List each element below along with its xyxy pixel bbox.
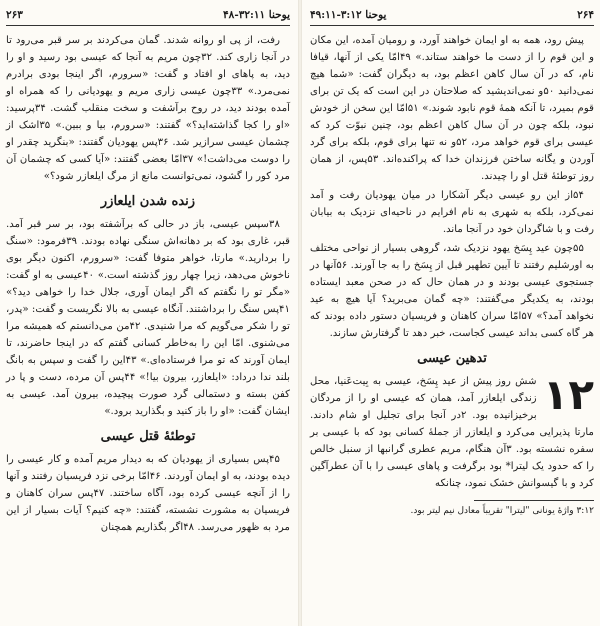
- verse-paragraph: رفت، از پی او روانه شدند. گمان می‌کردند بر سر قبر می‌رود تا در آنجا زاری کند. ۳۲چون مریم به آنجا که عیسی بود رسید و او را دید، به پاهای او افتاد و گفت: «سرورم، اگر اینجا بودی برادرم نمی‌مرد.» ۳۳چون عیسی زاری مریم و یهودیانی را که همراه او آمده بودند دید، در روح برآشفت و سخت منقلب گشت. ۳۴پرسید: «او را کجا گذاشته‌اید؟» گفتند: «سرورم، بیا و ببین.» ۳۵اشک از چشمان عیسی سرازیر شد. ۳۶پس یهودیان گفتند: «بنگرید چقدر او را دوست می‌داشت!» ۳۷امّا بعضی گفتند: «آیا کسی که چشمان آن مرد کور را گشود، نمی‌توانست مانع از مرگ ایلعازر شود؟»: [6, 35, 291, 182]
- section-heading: توطئهٔ قتل عیسی: [100, 429, 196, 444]
- page-left: [0, 0, 296, 626]
- page-gutter: [298, 0, 302, 626]
- footnote: ۳:۱۲ واژهٔ یونانی "لیترا" تقریباً معادل نیم لیتر بود.: [410, 506, 594, 516]
- verse-paragraph: ۵۴از این رو عیسی دیگر آشکارا در میان یهودیان رفت و آمد نمی‌کرد، بلکه به شهری به نام افرایم در ناحیه‌ای نزدیک به بیابان رفت و با شاگردان خود در آنجا ماند.: [310, 190, 594, 235]
- page-body-left: [6, 32, 290, 536]
- section-heading: زنده شدن ایلعازر: [100, 194, 196, 209]
- page-header-right: [310, 8, 594, 26]
- chapter-number: ۱۲: [542, 370, 594, 419]
- page-header-left: [6, 8, 290, 26]
- verse-paragraph: ۳۸سپس عیسی، باز در حالی که برآشفته بود، بر سر قبر آمد. قبر، غاری بود که بر دهانه‌اش سنگی نهاده بودند. ۳۹فرمود: «سنگ را بردارید.» مارتا، خواهر متوفا گفت: «سرورم، اکنون دیگر بوی ناخوش می‌دهد، زیرا چهار روز گذشته است.» ۴۰عیسی به او گفت: «مگر تو را نگفتم که اگر ایمان آوری، جلال خدا را خواهی دید؟» ۴۱پس سنگ را برداشتند. آنگاه عیسی به بالا نگریست و گفت: «پدر، تو را شکر می‌گویم که مرا شنیدی. ۴۲من می‌دانستم که همیشه مرا می‌شنوی. امّا این را به‌خاطر کسانی گفتم که در اینجا حاضرند، تا ایمان آورند که تو مرا فرستاده‌ای.» ۴۳این را گفت و سپس به بانگ بلند ندا درداد: «ایلعازر، بیرون بیا!» ۴۴پس آن مرده، دست و پا در کفن بسته و دستمالی گرد صورت پیچیده، بیرون آمد. عیسی به ایشان گفت: «او را باز کنید و بگذارید برود.»: [6, 219, 290, 417]
- page-number: ۲۶۴: [577, 9, 594, 21]
- page-number: ۲۶۳: [6, 9, 23, 21]
- chapter-start: [310, 370, 594, 492]
- page-right: [304, 0, 600, 626]
- page-reference: یوحنا ۳:۱۲-۴۹:۱۱: [310, 9, 387, 21]
- footnote-divider: [474, 500, 594, 501]
- page-body-right: [310, 32, 594, 518]
- page-reference: یوحنا ۳۲:۱۱-۴۸: [223, 9, 290, 21]
- verse-paragraph: ۵۵چون عید پِسَخ یهود نزدیک شد، گروهی بسیار از نواحی مختلف به اورشلیم رفتند تا آیین تطهیر قبل از پِسَخ را به جا آورند. ۵۶آنها در جستجوی عیسی بودند و در همان حال که در صحن معبد ایستاده بودند، به یکدیگر می‌گفتند: «چه گمان می‌برید؟ آیا هیچ به عید نخواهد آمد؟» ۵۷امّا سران کاهنان و فریسیان دستور داده بودند که هر گاه کسی بداند عیسی کجاست، خبر دهد تا گرفتارش سازند.: [310, 243, 594, 339]
- section-heading: تدهین عیسی: [417, 351, 487, 366]
- verse-paragraph: ۴۵پس بسیاری از یهودیان که به دیدار مریم آمده و کار عیسی را دیده بودند، به او ایمان آوردند. ۴۶امّا برخی نزد فریسیان رفتند و آنها را از آنچه عیسی کرده بود، آگاه ساختند. ۴۷پس سران کاهنان و فریسیان به مشورت نشسته، گفتند: «چه کنیم؟ آیات بسیار از این مرد به ظهور می‌رسد. ۴۸اگر بگذاریم همچنان: [6, 454, 290, 533]
- chapter-text: شش روز پیش از عید پِسَخ، عیسی به بِیت‌عَنیا، محل زندگی ایلعازر آمد، همان که عیسی او را از مردگان برخیزانیده بود. ۲در آنجا برای تجلیل او شام دادند. مارتا پذیرایی می‌کرد و ایلعازر از جملهٔ کسانی بود که با عیسی بر سفره نشسته بود. ۳آن هنگام، مریم عطری گرانبها از سنبل خالص را که حدود یک لیترا* بود برگرفت و پاهای عیسی را با آن عطرآگین کرد و با گیسوانش خشک نمود، چنانکه: [310, 376, 594, 489]
- verse-paragraph: پیش رود، همه به او ایمان خواهند آورد، و رومیان آمده، این مکان و این قوم را از دست ما خواهند ستاند.» ۴۹امّا یکی از آنها، قیافا نام، که در آن سال کاهن اعظم بود، به دیگران گفت: «شما هیچ نمی‌دانید ۵۰و نمی‌اندیشید که صلاحتان در این است که یک تن برای قوم بمیرد، تا آنکه همهٔ قوم نابود شوند.» ۵۱امّا این سخن از خودش نبود، بلکه چون در آن سال کاهن اعظم بود، چنین نبوّت کرد که عیسی برای قوم خواهد مرد، ۵۲و نه تنها برای قوم، بلکه برای گرد آوردن و یگانه ساختن فرزندان خدا که پراکنده‌اند. ۵۳پس، از همان روز توطئهٔ قتل او را چیدند.: [310, 35, 595, 182]
